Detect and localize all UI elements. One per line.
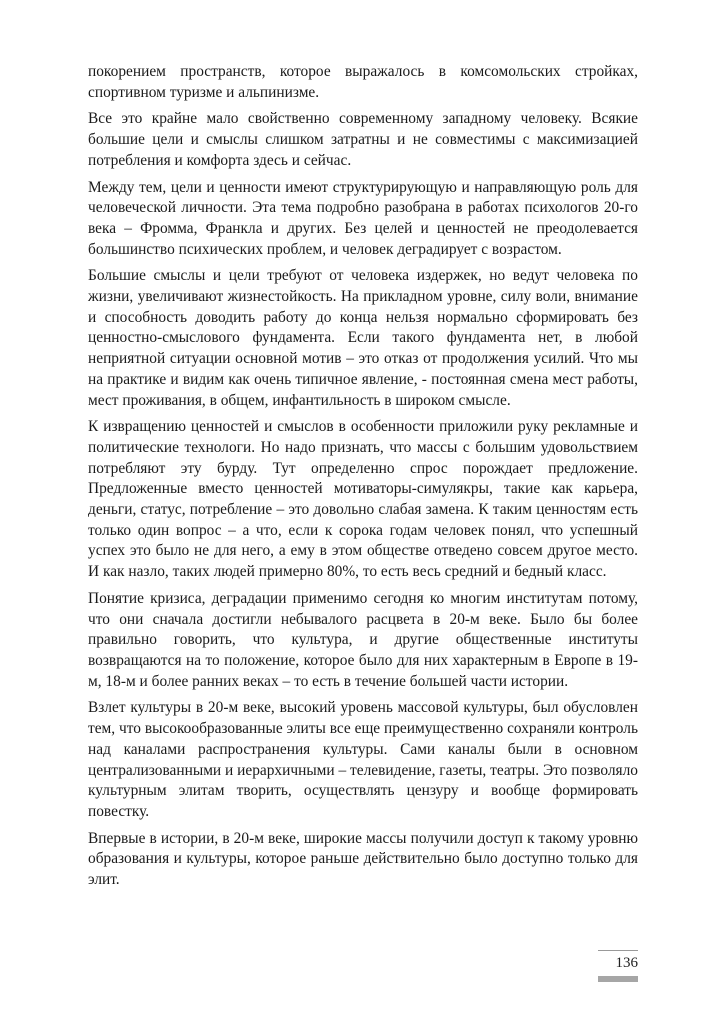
paragraph: Большие смыслы и цели требуют от человека издержек, но ведут человека по жизни, увеличивают жизнестойкость. На прикладном уровне, силу воли, внимание и способность доводить работу до конца нельзя нормально сформировать без ценностно-смыслового фундамента. Если такого фундамента нет, в любой неприятной ситуации основной мотив – это отказ от продолжения усилий. Что мы на практике и видим как очень типичное явление, - постоянная смена мест работы, мест проживания, в общем, инфантильность в широком смысле.	[88, 267, 638, 409]
paragraph: Между тем, цели и ценности имеют структурирующую и направляющую роль для человеческой личности. Эта тема подробно разобрана в работах психологов 20-го века – Фромма, Франкла и других. Без целей и ценностей не преодолевается большинство психических проблем, и человек деградирует с возрастом.	[88, 178, 638, 258]
paragraph: Понятие кризиса, деградации применимо сегодня ко многим институтам потому, что они сначала достигли небывалого расцвета в 20-м веке. Было бы более правильно говорить, что культура, и другие общественные институты возвращаются на то положение, которое было для них характерным в Европе в 19-м, 18-м и более ранних веках – то есть в течение большей части истории.	[88, 589, 638, 690]
paragraph: К извращению ценностей и смыслов в особенности приложили руку рекламные и политические технологи. Но надо признать, что массы с большим удовольствием потребляют эту бурду. Тут определенно спрос порождает предложение. Предложенные вместо ценностей мотиваторы-симулякры, такие как карьера, деньги, статус, потребление – это довольно слабая замена. К таким ценностям есть только один вопрос – а что, если к сорока годам человек понял, что успешный успех это было не для него, а ему в этом обществе отведено совсем другое место. И как назло, таких людей примерно 80%, то есть весь средний и бедный класс.	[88, 418, 638, 581]
page-number: 136	[598, 950, 638, 973]
page-number-bar	[598, 976, 638, 982]
page-footer	[598, 950, 638, 982]
paragraph: Взлет культуры в 20-м веке, высокий уровень массовой культуры, был обусловлен тем, что высокообразованные элиты все еще преимущественно сохраняли контроль над каналами распространения культуры. Сами каналы были в основном централизованными и иерархичными – телевидение, газеты, театры. Это позволяло культурным элитам творить, осуществлять цензуру и вообще формировать повестку.	[88, 699, 638, 820]
paragraph: Впервые в истории, в 20-м веке, широкие массы получили доступ к такому уровню образования и культуры, которое раньше действительно было доступно только для элит.	[88, 829, 638, 889]
text-body	[88, 62, 638, 897]
paragraph: покорением пространств, которое выражалось в комсомольских стройках, спортивном туризме и альпинизме.	[88, 63, 638, 101]
paragraph: Все это крайне мало свойственно современному западному человеку. Всякие большие цели и смыслы слишком затратны и не совместимы с максимизацией потребления и комфорта здесь и сейчас.	[88, 110, 638, 169]
